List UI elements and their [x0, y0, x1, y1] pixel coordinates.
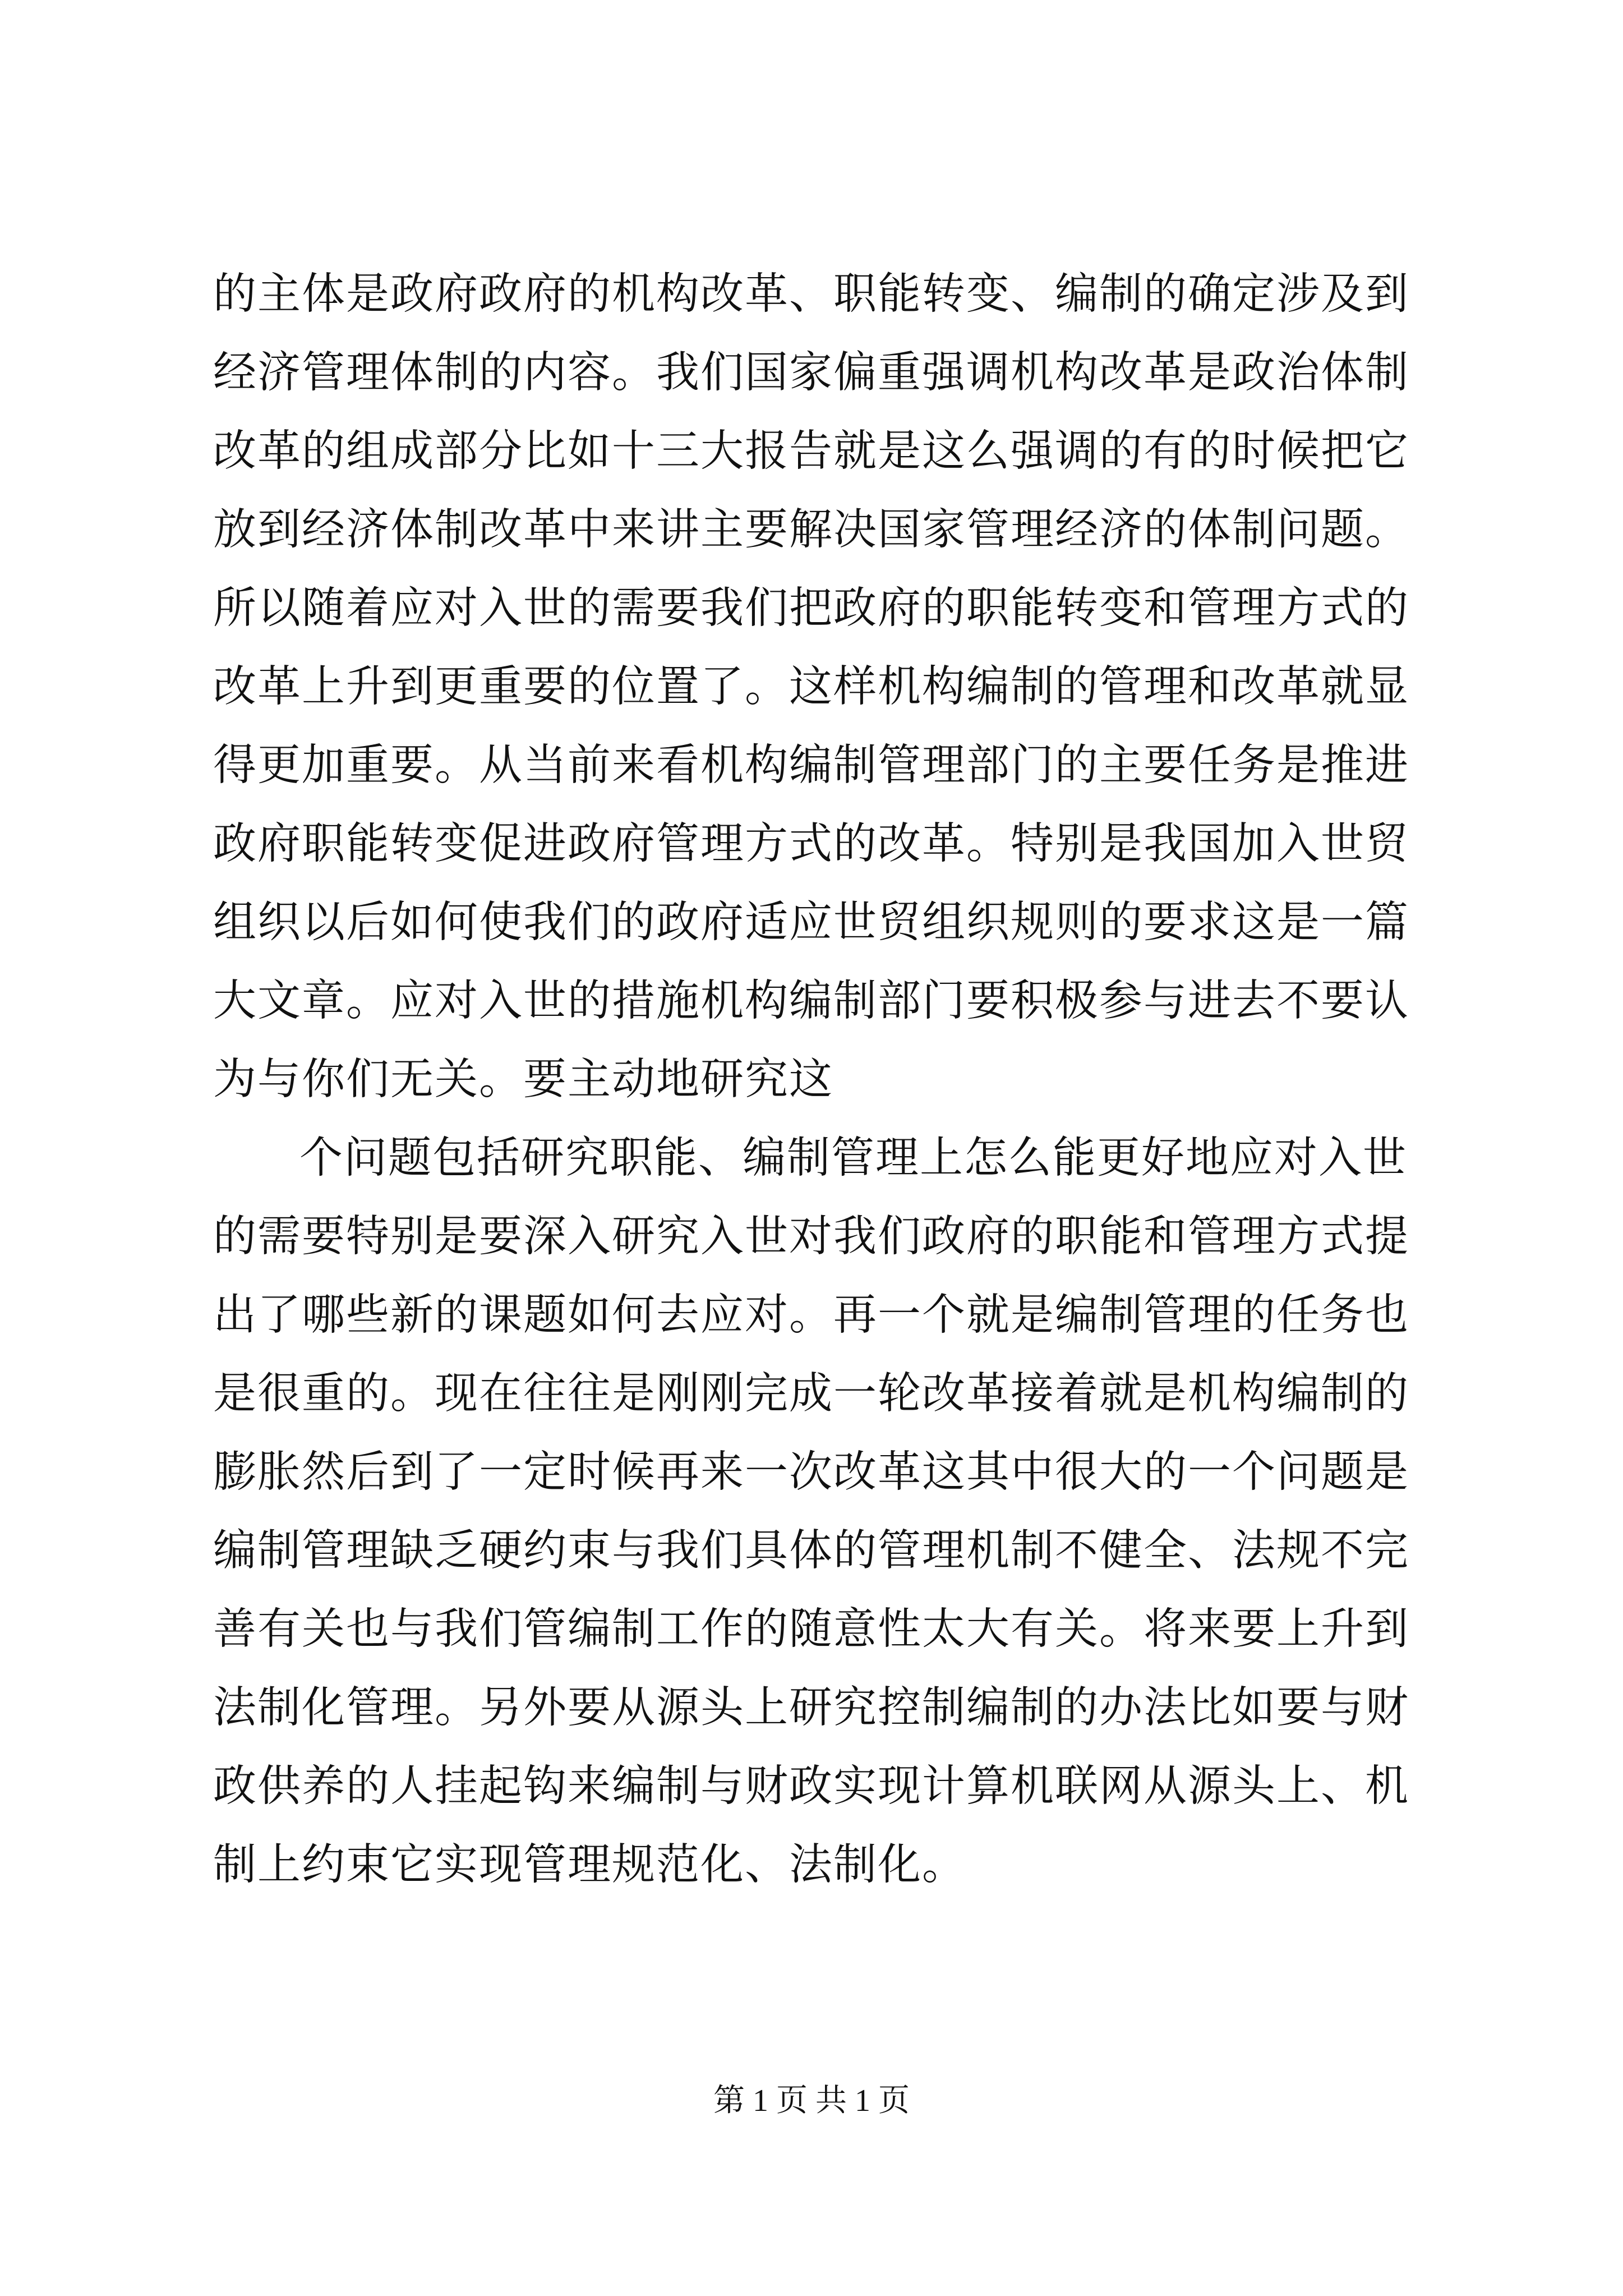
paragraph-1: 的主体是政府政府的机构改革、职能转变、编制的确定涉及到经济管理体制的内容。我们国家偏重强调机构改革是政治体制改革的组成部分比如十三大报告就是这么强调的有的时候把它放到经济体制改革中来讲主要解决国家管理经济的体制问题。所以随着应对入世的需要我们把政府的职能转变和管理方式的改革上升到更重要的位置了。这样机构编制的管理和改革就显得更加重要。从当前来看机构编制管理部门的主要任务是推进政府职能转变促进政府管理方式的改革。特别是我国加入世贸组织以后如何使我们的政府适应世贸组织规则的要求这是一篇大文章。应对入世的措施机构编制部门要积极参与进去不要认为与你们无关。要主动地研究这	[213, 269, 1409, 1105]
document-body	[213, 255, 1419, 1904]
paragraph-2: 个问题包括研究职能、编制管理上怎么能更好地应对入世的需要特别是要深入研究入世对我们政府的职能和管理方式提出了哪些新的课题如何去应对。再一个就是编制管理的任务也是很重的。现在往往是刚刚完成一轮改革接着就是机构编制的膨胀然后到了一定时候再来一次改革这其中很大的一个问题是编制管理缺乏硬约束与我们具体的管理机制不健全、法规不完善有关也与我们管编制工作的随意性太大有关。将来要上升到法制化管理。另外要从源头上研究控制编制的办法比如要与财政供养的人挂起钩来编制与财政实现计算机联网从源头上、机制上约束它实现管理规范化、法制化。	[213, 1133, 1409, 1890]
page-footer: 第 1 页 共 1 页	[713, 2083, 910, 2118]
